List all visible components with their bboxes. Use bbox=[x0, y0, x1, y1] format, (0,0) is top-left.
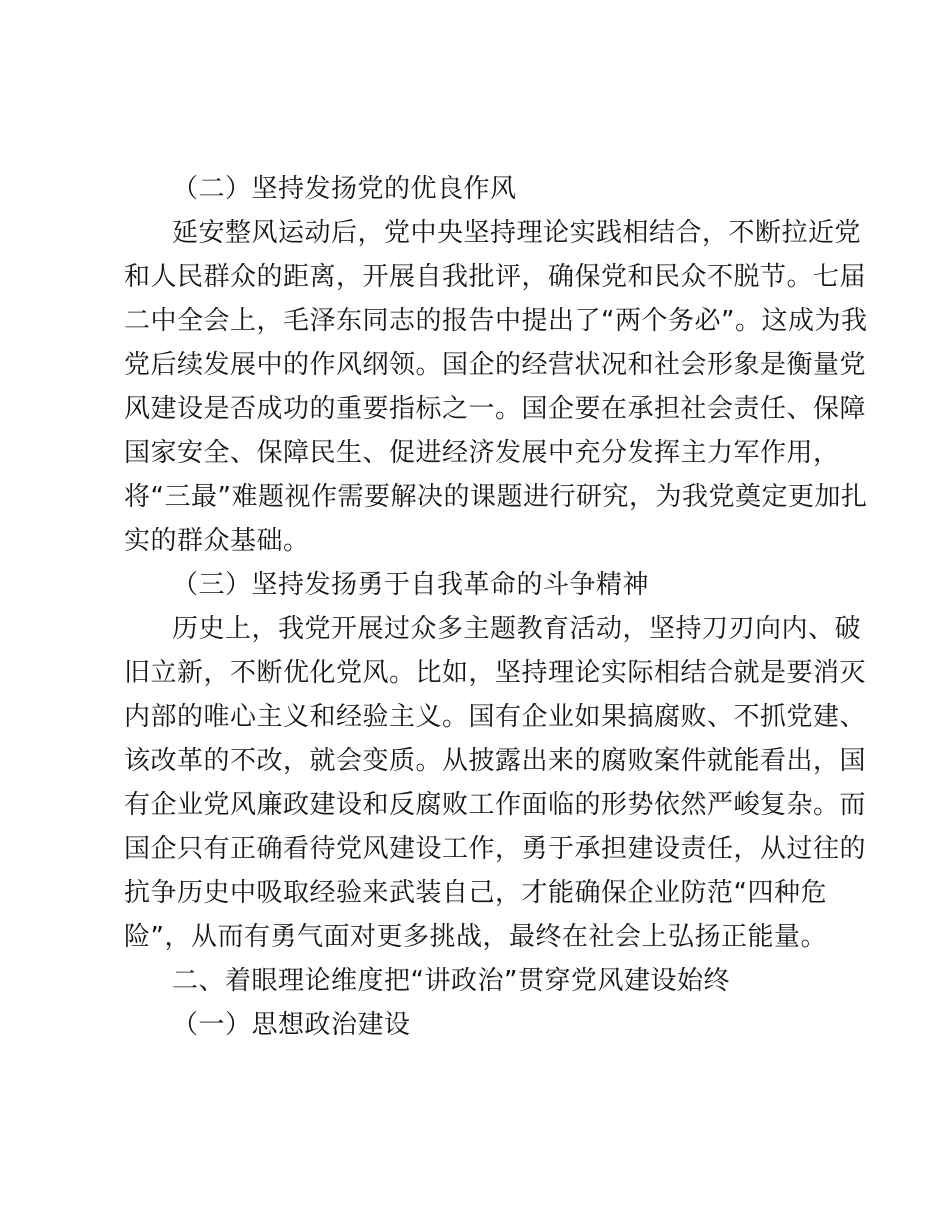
paragraph-line: 风建设是否成功的重要指标之一。国企要在承担社会责任、保障 bbox=[124, 394, 867, 424]
paragraph-line: 险”，从而有勇气面对更多挑战，最终在社会上弘扬正能量。 bbox=[124, 922, 827, 952]
section-heading-2: （二）坚持发扬党的优良作风 bbox=[172, 174, 517, 204]
paragraph-line: 二中全会上，毛泽东同志的报告中提出了“两个务必”。这成为我 bbox=[124, 306, 868, 336]
paragraph-line: 国企只有正确看待党风建设工作，勇于承担建设责任，从过往的 bbox=[124, 834, 867, 864]
paragraph-line: 该改革的不改，就会变质。从披露出来的腐败案件就能看出，国 bbox=[124, 746, 867, 776]
paragraph-line: 延安整风运动后，党中央坚持理论实践相结合，不断拉近党 bbox=[172, 218, 862, 248]
paragraph-line: 有企业党风廉政建设和反腐败工作面临的形势依然严峻复杂。而 bbox=[124, 790, 867, 820]
chapter-heading-2: 二、着眼理论维度把“讲政治”贯穿党风建设始终 bbox=[172, 966, 730, 996]
paragraph-line: 抗争历史中吸取经验来武装自己，才能确保企业防范“四种危 bbox=[124, 878, 827, 908]
paragraph-line: 历史上，我党开展过众多主题教育活动，坚持刀刃向内、破 bbox=[172, 614, 862, 644]
paragraph-line: 将“三最”难题视作需要解决的课题进行研究，为我党奠定更加扎 bbox=[124, 482, 868, 512]
paragraph-line: 和人民群众的距离，开展自我批评，确保党和民众不脱节。七届 bbox=[124, 262, 867, 292]
paragraph-line: 党后续发展中的作风纲领。国企的经营状况和社会形象是衡量党 bbox=[124, 350, 867, 380]
section-heading-1: （一）思想政治建设 bbox=[172, 1010, 411, 1040]
paragraph-line: 实的群众基础。 bbox=[124, 526, 310, 556]
paragraph-line: 国家安全、保障民生、促进经济发展中充分发挥主力军作用， bbox=[124, 438, 840, 468]
section-heading-3: （三）坚持发扬勇于自我革命的斗争精神 bbox=[172, 570, 650, 600]
paragraph-line: 内部的唯心主义和经验主义。国有企业如果搞腐败、不抓党建、 bbox=[124, 702, 867, 732]
paragraph-line: 旧立新，不断优化党风。比如，坚持理论实际相结合就是要消灭 bbox=[124, 658, 867, 688]
